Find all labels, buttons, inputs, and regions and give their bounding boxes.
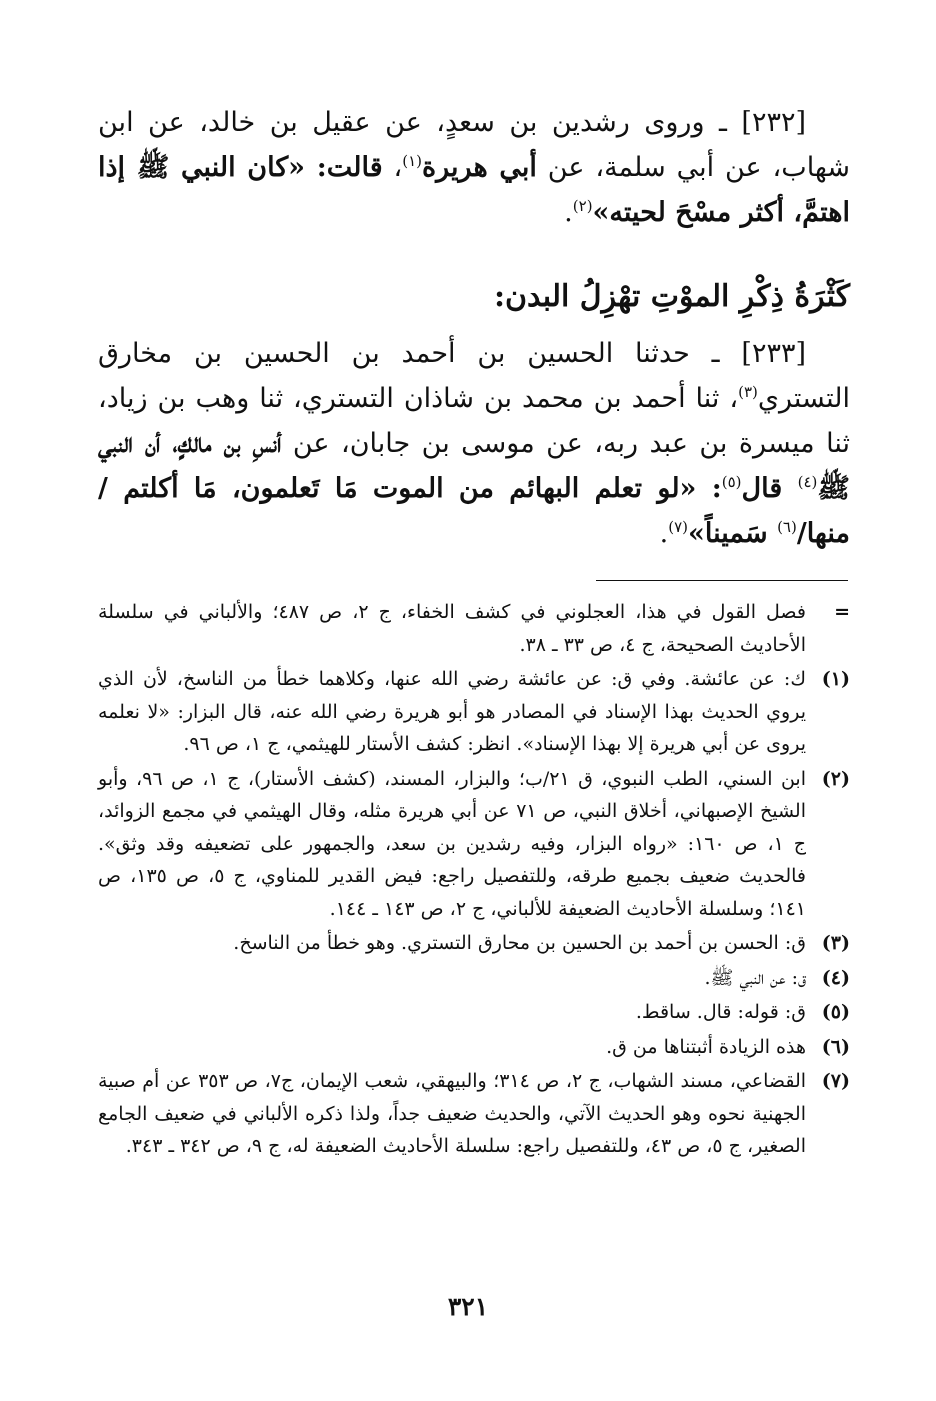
footnote-number: (٣) — [821, 932, 850, 954]
footnote-text: القضاعي، مسند الشهاب، ج ٢، ص ٣١٤؛ والبيهقي، شعب الإيمان، ج٧، ص ٣٥٣ عن أم صبية الجهنية نحوه وهو الحديث الآتي، والحديث ضعيف جداً، ولذا ذكره الألباني في ضعيف الجامع الصغير، ج ٥، ص ٤٣، وللتفصيل راجع: سلسلة الأحاديث الضعيفة له، ج ٩، ص ٣٤٢ ـ ٣٤٣. — [98, 1070, 807, 1157]
footnotes — [98, 596, 850, 1165]
main-text — [98, 100, 850, 556]
footnote-item — [98, 962, 850, 995]
footnote-number: (٤) — [821, 966, 850, 989]
footnote-text: ابن السني، الطب النبوي، ق ٢١/ب؛ والبزار، المسند، (كشف الأستار)، ج ١، ص ٩٦، وأبو الشيخ الإصبهاني، أخلاق النبي، ص ٧١ عن أبي هريرة مثله، وقال الهيثمي في مجمع الزوائد، ج ١، ص ١٦٠: «رواه البزار، وفيه رشدين بن سعد، والجمهور على تضعيفه وقد وثق». فالحديث ضعيف بجميع طرقه، وللتفصيل راجع: فيض القدير للمناوي، ج ٥، ص ١٣٥، ص ١٤١؛ وسلسلة الأحاديث الضعيفة للألباني، ج ٢، ص ١٤٣ ـ ١٤٤. — [98, 767, 807, 920]
footnote-text: هذه الزيادة أثبتناها من ق. — [606, 1035, 806, 1058]
footnote-item — [98, 927, 850, 960]
footnote-ref-4: (٤) — [797, 473, 818, 491]
footnote-divider — [596, 580, 848, 581]
footnote-text: فصل القول في هذا، العجلوني في كشف الخفاء، ج ٢، ص ٤٨٧؛ والألباني في سلسلة الأحاديث الصحيحة، ج ٤، ص ٣٣ ـ ٣٨. — [98, 601, 806, 656]
footnote-item — [98, 996, 850, 1029]
footnote-number: (٧) — [821, 1070, 850, 1092]
footnote-item — [98, 1031, 850, 1064]
hadith-233-text: . — [659, 518, 669, 549]
hadith-232-text: . — [564, 197, 573, 228]
footnote-number: (٢) — [821, 767, 850, 790]
hadith-232-matn: قالت: «كان النبي ﷺ إذا اهتمَّ، أكثر مسْحَ لحيته» — [98, 152, 850, 228]
hadith-232 — [98, 100, 850, 235]
hadith-232-text: [٢٣٢] ـ وروى رشدين بن سعدٍ، عن عقيل بن خالد، عن ابن شهاب، عن أبي سلمة، عن — [98, 107, 850, 183]
footnote-ref-1: (١) — [402, 152, 422, 170]
footnote-number: (٦) — [821, 1035, 850, 1058]
footnote-ref-6: (٦) — [777, 518, 797, 536]
hadith-233 — [98, 331, 850, 556]
footnote-number: (١) — [821, 668, 850, 690]
footnote-text: ق: قوله: قال. ساقط. — [635, 1001, 806, 1023]
footnote-ref-7: (٧) — [668, 518, 689, 536]
footnote-text: ق: الحسن بن أحمد بن الحسين بن محارق التستري. وهو خطأ من الناسخ. — [233, 932, 806, 954]
footnote-ref-5: (٥) — [721, 473, 742, 491]
footnote-number: (٥) — [821, 1001, 850, 1023]
hadith-233-matn: قال — [741, 473, 798, 504]
section-heading: كَثْرَةُ ذِكْرِ الموْتِ تهْزِلُ البدن: — [493, 279, 850, 314]
hadith-233-matn: : «لو تعلم البهائم من الموت مَا تَعلمون، مَا أكلتم /منها/ — [98, 473, 850, 549]
page-number: ٣٢١ — [447, 1292, 489, 1321]
footnote-text: ك: عن عائشة. وفي ق: عن عائشة رضي الله عنها، وكلاهما خطأ من الناسخ، لأن الذي يروي الحديث بهذا الإسناد في المصادر هو أبو هريرة رضي الله عنه، قال البزار: «لا نعلمه يروى عن أبي هريرة إلا بهذا الإسناد». انظر: كشف الأستار للهيثمي، ج ١، ص ٩٦. — [98, 668, 806, 755]
hadith-233-matn: سَميناً» — [688, 518, 778, 549]
hadith-232-text: ، — [382, 152, 403, 183]
footnote-ref-3: (٣) — [738, 383, 758, 401]
footnote-text: ق: عن النبي ﷺ. — [704, 966, 806, 989]
footnote-number: = — [834, 601, 850, 623]
footnote-item — [98, 596, 850, 661]
hadith-233-text: ، ثنا أحمد بن محمد بن شاذان التستري، ثنا وهب بن زياد، ثنا ميسرة بن عبد ربه، عن موسى بن جابان، عن — [98, 383, 850, 459]
footnote-ref-2: (٢) — [572, 197, 593, 215]
hadith-232-narrator: أبي هريرة — [422, 152, 537, 183]
footnote-item — [98, 663, 850, 761]
footnote-item — [98, 763, 850, 926]
footnote-item — [98, 1065, 850, 1163]
hadith-233-text: [٢٣٣] ـ حدثنا الحسين بن أحمد بن الحسين بن مخارق التستري — [98, 338, 850, 414]
hadith-233-narrator: أنسِ بن مالكٍ، أن النبي ﷺ — [98, 428, 850, 504]
